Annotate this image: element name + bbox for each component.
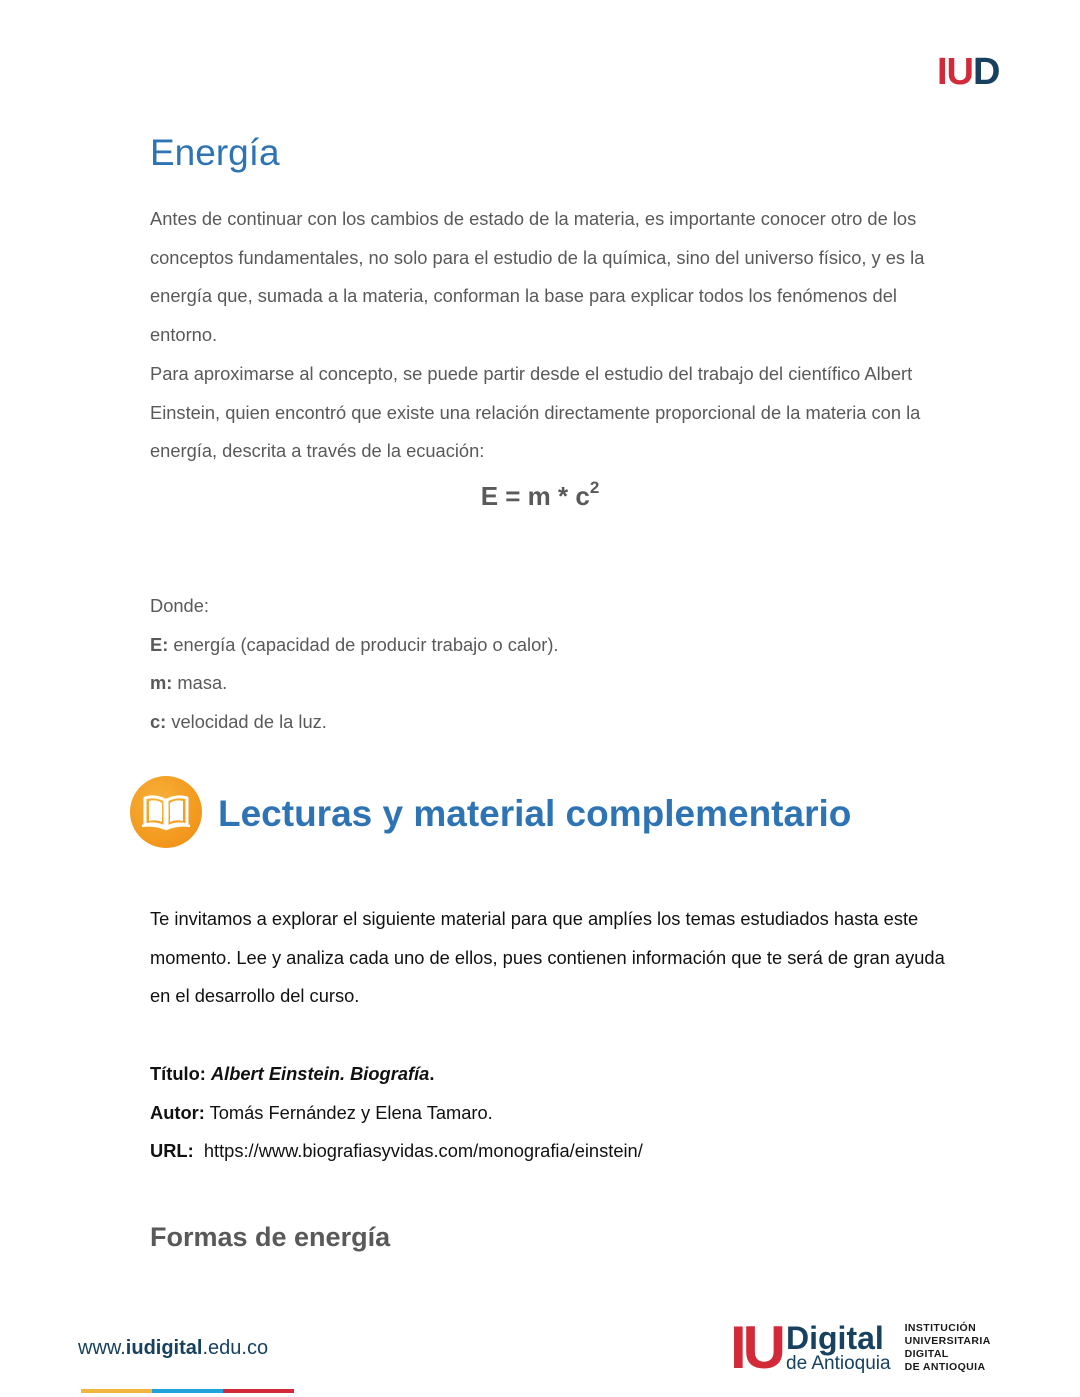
footer-website-suffix: .edu.co: [202, 1337, 269, 1359]
footer-website: [78, 1335, 268, 1361]
reference-entry: [150, 1055, 643, 1171]
definition-text: energía (capacidad de producir trabajo o calor).: [168, 633, 559, 655]
institution-line: DE ANTIOQUIA: [904, 1360, 986, 1373]
footer-logo-iu: IU: [730, 1314, 782, 1381]
reference-url: [150, 1132, 643, 1171]
where-label: Donde:: [150, 595, 209, 616]
section-title-energy-forms: Formas de energía: [150, 1222, 391, 1252]
definition-energy: [150, 626, 559, 665]
open-book-icon: [130, 776, 202, 848]
footer-logo-wordmark: [786, 1322, 891, 1374]
page-title: Energía: [150, 132, 280, 173]
footer-bar-red: [223, 1389, 294, 1393]
reference-title-end: .: [429, 1063, 435, 1084]
institution-line: UNIVERSITARIA: [904, 1335, 991, 1348]
footer-logo: [730, 1314, 991, 1381]
definition-mass: [150, 664, 559, 703]
equation-exponent: 2: [589, 478, 600, 497]
reference-title-label: Título:: [150, 1063, 206, 1084]
definition-text: velocidad de la luz.: [166, 711, 327, 733]
equation-base: E = m * c: [480, 481, 590, 511]
footer-institution-name: [905, 1322, 991, 1373]
reference-title: [150, 1055, 643, 1094]
open-book-icon-svg: [141, 792, 191, 832]
reference-author: [150, 1094, 643, 1133]
footer-bar-yellow: [81, 1389, 152, 1393]
reference-url-link[interactable]: https://www.biografiasyvidas.com/monografia/einstein/: [203, 1140, 643, 1162]
definition-symbol: c:: [150, 711, 167, 733]
iud-logo-iu: IU: [937, 51, 973, 93]
footer-color-bar: [81, 1389, 294, 1393]
reference-title-value: Albert Einstein. Biografía: [210, 1063, 430, 1084]
footer-logo-digital: Digital: [786, 1320, 884, 1356]
energy-paragraph-2: Para aproximarse al concepto, se puede partir desde el estudio del trabajo del científico Albert Einstein, quien encontró que existe una relación directamente proporcional de la materia con la energía, descrita a través de la ecuación:: [150, 363, 921, 462]
energy-paragraph-1: Antes de continuar con los cambios de estado de la materia, es importante conocer otro de los conceptos fundamentales, no solo para el estudio de la química, sino del universo físico, y es la energía que, sumada a la materia, conforman la base para explicar todos los fenómenos del entorno.: [150, 208, 925, 346]
footer-website-prefix: www.: [78, 1337, 126, 1359]
reference-author-label: Autor:: [150, 1101, 205, 1123]
footer-bar-blue: [152, 1389, 223, 1393]
definition-symbol: m:: [150, 672, 173, 694]
readings-intro: Te invitamos a explorar el siguiente material para que amplíes los temas estudiados hasta este momento. Lee y analiza cada uno de ellos, pues contienen información que te será de gran ayuda en el desarrollo del curso.: [150, 908, 945, 1007]
definition-light-speed: [150, 703, 559, 742]
reference-url-label: URL:: [150, 1140, 194, 1162]
iud-logo-d: D: [973, 51, 1000, 93]
footer-website-brand: iudigital: [125, 1337, 203, 1359]
reference-author-value: Tomás Fernández y Elena Tamaro.: [209, 1101, 493, 1123]
section-title-readings: Lecturas y material complementario: [218, 793, 852, 834]
definitions-list: [150, 587, 559, 742]
institution-line: DIGITAL: [904, 1348, 949, 1360]
footer-logo-antioquia: de Antioquia: [786, 1353, 891, 1374]
equation: [0, 476, 1080, 516]
iud-logo: [937, 50, 999, 94]
definition-text: masa.: [172, 672, 228, 694]
definition-symbol: E:: [150, 633, 169, 655]
institution-line: INSTITUCIÓN: [904, 1322, 977, 1335]
